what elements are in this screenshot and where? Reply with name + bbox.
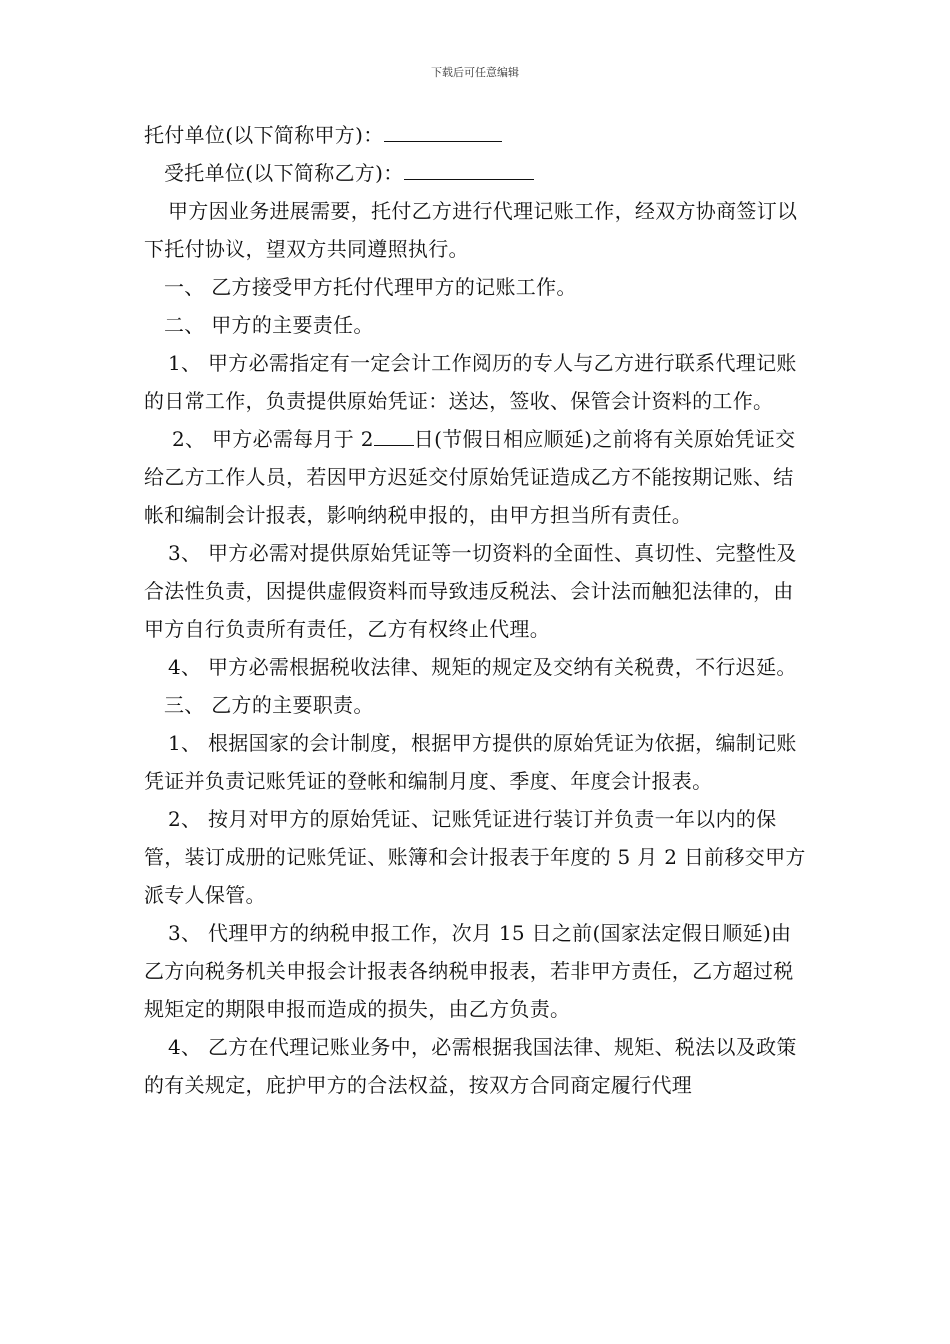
- section-1: 一、 乙方接受甲方托付代理甲方的记账工作。: [164, 275, 577, 299]
- section-3-item-3: 3、 代理甲方的纳税申报工作，次月 15 日之前(国家法定假日顺延)由乙方向税务机关申报会计报表各纳税申报表，若非甲方责任，乙方超过税规矩定的期限申报而造成的损失，由乙方负责。: [144, 921, 794, 1021]
- section-2-item-3: 3、 甲方必需对提供原始凭证等一切资料的全面性、真切性、完整性及合法性负责，因提供虚假资料而导致违反税法、会计法而触犯法律的，由甲方自行负责所有责任，乙方有权终止代理。: [144, 541, 797, 641]
- section-2-heading: 二、 甲方的主要责任。: [164, 313, 374, 337]
- section-2-item-2: [144, 420, 808, 534]
- day-blank: [374, 427, 414, 446]
- party-b-line: [144, 154, 808, 192]
- section-3-item-4: 4、 乙方在代理记账业务中，必需根据我国法律、规矩、税法以及政策的有关规定，庇护甲方的合法权益，按双方合同商定履行代理: [144, 1035, 797, 1097]
- intro-paragraph: 甲方因业务进展需要，托付乙方进行代理记账工作，经双方协商签订以下托付协议，望双方共同遵照执行。: [144, 199, 798, 261]
- party-b-label: 受托单位(以下简称乙方)：: [164, 161, 404, 185]
- page-header-note: 下载后可任意编辑: [431, 66, 519, 79]
- section-2-item-4: 4、 甲方必需根据税收法律、规矩的规定及交纳有关税费，不行迟延。: [168, 655, 797, 679]
- section-3-heading: 三、 乙方的主要职责。: [164, 693, 374, 717]
- section-3-item-2: 2、 按月对甲方的原始凭证、记账凭证进行装订并负责一年以内的保管，装订成册的记账凭证、账簿和会计报表于年度的 5 月 2 日前移交甲方派专人保管。: [144, 807, 806, 907]
- party-a-line: [144, 116, 808, 154]
- section-2-item-1: 1、 甲方必需指定有一定会计工作阅历的专人与乙方进行联系代理记账的日常工作，负责提供原始凭证：送达，签收、保管会计资料的工作。: [144, 351, 797, 413]
- party-a-blank: [384, 123, 502, 142]
- section-2-item-2-start: 2、 甲方必需每月于 2: [172, 427, 374, 451]
- contract-body: [144, 116, 808, 1104]
- party-b-blank: [404, 161, 534, 180]
- party-a-label: 托付单位(以下简称甲方)：: [144, 123, 384, 147]
- section-2-item-2-rest: 日(节假日相应顺延)之前将有关原始凭证交给乙方工作人员，若因甲方迟延交付原始凭证造成乙方不能按期记账、结帐和编制会计报表，影响纳税申报的，由甲方担当所有责任。: [144, 427, 796, 527]
- section-3-item-1: 1、 根据国家的会计制度，根据甲方提供的原始凭证为依据，编制记账凭证并负责记账凭证的登帐和编制月度、季度、年度会计报表。: [144, 731, 797, 793]
